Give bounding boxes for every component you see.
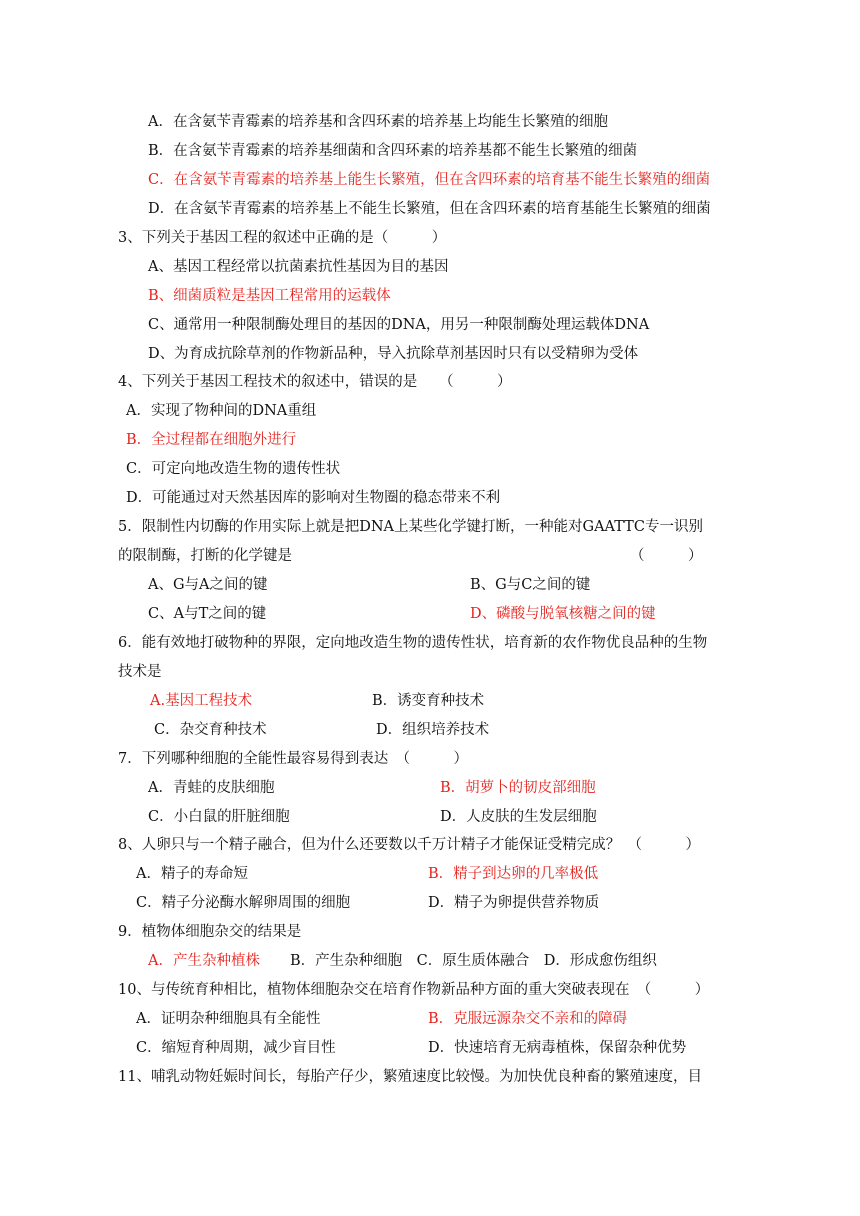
q5-answer-paren: （ ）	[630, 548, 703, 564]
q7-stem: 7．下列哪种细胞的全能性最容易得到表达 （ ）	[118, 751, 468, 767]
q6-stem-line1: 6．能有效地打破物种的界限，定向地改造生物的遗传性状，培育新的农作物优良品种的生物	[118, 635, 708, 651]
q9-option-a-answer: A．产生杂种植株	[148, 953, 260, 969]
q10-option-c: C．缩短育种周期，减少盲目性	[136, 1040, 336, 1056]
q4-option-b-answer: B．全过程都在细胞外进行	[126, 432, 297, 448]
q5-option-b: B、G与C之间的键	[470, 577, 591, 593]
q8-stem: 8、人卵只与一个精子融合，但为什么还要数以千万计精子才能保证受精完成？ （ ）	[118, 837, 700, 853]
q6-stem-line2: 技术是	[118, 664, 162, 680]
q4-option-a: A．实现了物种间的DNA重组	[126, 403, 317, 419]
q2-option-d: D．在含氨苄青霉素的培养基上不能生长繁殖，但在含四环素的培育基能生长繁殖的细菌	[148, 201, 711, 217]
q8-option-b-answer: B．精子到达卵的几率极低	[428, 866, 599, 882]
q7-option-c: C．小白鼠的肝脏细胞	[148, 809, 290, 825]
q5-option-a: A、G与A之间的键	[148, 577, 268, 593]
q10-option-a: A．证明杂种细胞具有全能性	[136, 1011, 321, 1027]
q10-stem: 10、与传统育种相比，植物体细胞杂交在培育作物新品种方面的重大突破表现在 （ ）	[118, 982, 710, 998]
q7-option-d: D．人皮肤的生发层细胞	[440, 809, 597, 825]
q3-option-c: C、通常用一种限制酶处理目的基因的DNA，用另一种限制酶处理运载体DNA	[148, 317, 650, 333]
q2-option-a: A．在含氨苄青霉素的培养基和含四环素的培养基上均能生长繁殖的细胞	[148, 114, 608, 130]
q4-stem: 4、下列关于基因工程技术的叙述中，错误的是 （ ）	[118, 374, 512, 390]
q3-option-a: A、基因工程经常以抗菌素抗性基因为目的基因	[148, 259, 449, 275]
q6-option-c: C．杂交育种技术	[154, 722, 267, 738]
q3-stem: 3、下列关于基因工程的叙述中正确的是（ ）	[118, 230, 447, 246]
q11-stem: 11、哺乳动物妊娠时间长，每胎产仔少，繁殖速度比较慢。为加快优良种畜的繁殖速度，目	[118, 1069, 702, 1085]
q7-option-b-answer: B．胡萝卜的韧皮部细胞	[440, 780, 596, 796]
q6-option-b: B．诱变育种技术	[372, 693, 485, 709]
q6-option-a-answer: A.基因工程技术	[150, 693, 253, 709]
q4-option-d: D．可能通过对天然基因库的影响对生物圈的稳态带来不利	[126, 490, 501, 506]
q10-option-d: D．快速培育无病毒植株，保留杂种优势	[428, 1040, 687, 1056]
q3-option-d: D、为育成抗除草剂的作物新品种，导入抗除草剂基因时只有以受精卵为受体	[148, 346, 639, 362]
q4-option-c: C．可定向地改造生物的遗传性状	[126, 461, 341, 477]
q5-option-c: C、A与T之间的键	[148, 606, 267, 622]
q7-option-a: A．青蛙的皮肤细胞	[148, 780, 275, 796]
q8-option-c: C．精子分泌酶水解卵周围的细胞	[136, 895, 351, 911]
q2-option-c-answer: C．在含氨苄青霉素的培养基上能生长繁殖，但在含四环素的培育基不能生长繁殖的细菌	[148, 172, 711, 188]
q5-option-d-answer: D、磷酸与脱氧核糖之间的键	[470, 606, 656, 622]
q5-stem-line2: 的限制酶，打断的化学键是	[118, 548, 292, 564]
q8-option-a: A．精子的寿命短	[136, 866, 248, 882]
q9-options-bcd: B．产生杂种细胞 C．原生质体融合 D．形成愈伤组织	[290, 953, 657, 969]
q8-option-d: D．精子为卵提供营养物质	[428, 895, 600, 911]
q3-option-b-answer: B、细菌质粒是基因工程常用的运载体	[148, 288, 391, 304]
q5-stem-line1: 5．限制性内切酶的作用实际上就是把DNA上某些化学键打断，一种能对GAATTC专一识别	[118, 519, 703, 535]
q10-option-b-answer: B．克服远源杂交不亲和的障碍	[428, 1011, 628, 1027]
q6-option-d: D．组织培养技术	[376, 722, 490, 738]
q9-stem: 9．植物体细胞杂交的结果是	[118, 924, 302, 940]
q2-option-b: B．在含氨苄青霉素的培养基细菌和含四环素的培养基都不能生长繁殖的细菌	[148, 143, 638, 159]
